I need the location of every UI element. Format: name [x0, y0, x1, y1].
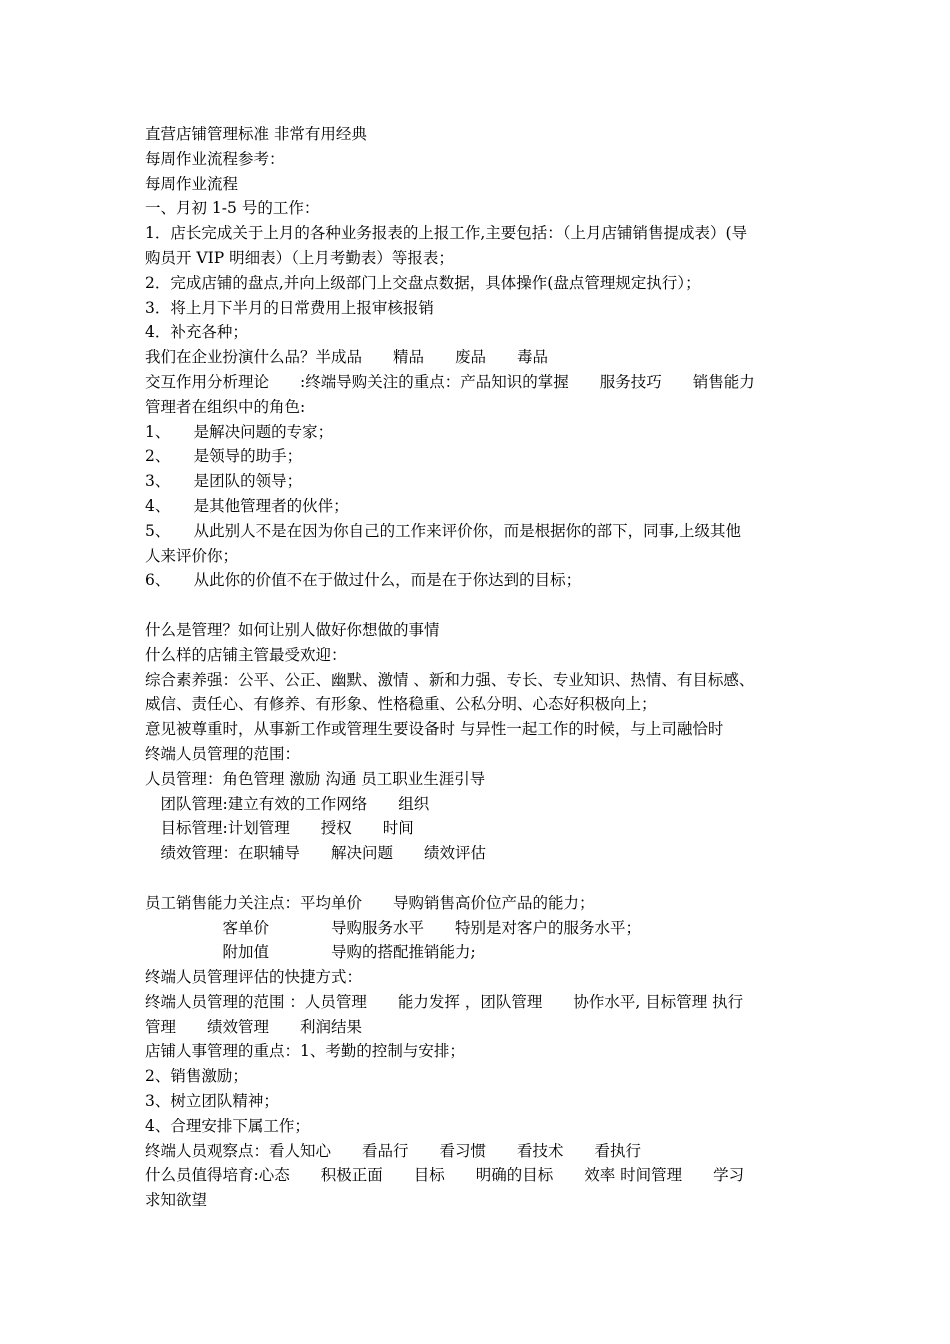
text-line: 求知欲望: [145, 1191, 208, 1210]
text-line: 3、树立团队精神；: [145, 1092, 279, 1111]
text-line: 1．店长完成关于上月的各种业务报表的上报工作,主要包括：（上月店铺销售提成表）(导: [145, 224, 748, 243]
document-body: [145, 122, 810, 1213]
text-line: 意见被尊重时，从事新工作或管理生要设备时 与异性一起工作的时候，与上司融恰时: [145, 720, 724, 739]
text-line: 店铺人事管理的重点：1、考勤的控制与安排；: [145, 1042, 465, 1061]
blank-line: [145, 593, 810, 618]
text-line: 直营店铺管理标准 非常有用经典: [145, 125, 367, 143]
text-line: 综合素养强：公平、公正、幽默、激情 、新和力强、专长、专业知识、热情、有目标感、: [145, 670, 755, 689]
text-line: 我们在企业扮演什么品？半成品 精品 废品 毒品: [145, 348, 549, 367]
text-line: 什么员值得培育:心态 积极正面 目标 明确的目标 效率 时间管理 学习: [145, 1166, 745, 1185]
text-line: 3、 是团队的领导；: [145, 472, 303, 491]
text-line: 管理者在组织中的角色:: [145, 397, 306, 416]
text-line: 4、 是其他管理者的伙伴；: [145, 496, 349, 515]
text-line: 终端人员管理评估的快捷方式：: [145, 968, 363, 987]
text-line: 4．补充各种；: [145, 323, 248, 342]
text-line: 什么是管理？如何让别人做好你想做的事情: [145, 620, 440, 639]
text-line: 6、 从此你的价值不在于做过什么，而是在于你达到的目标；: [145, 571, 582, 590]
text-line: 终端人员管理的范围 ：人员管理 能力发挥 ，团队管理 协作水平, 目标管理 执行: [145, 992, 744, 1011]
text-line: 一、月初 1-5 号的工作：: [145, 199, 320, 218]
text-line: 威信、责任心、有修养、有形象、性格稳重、公私分明、心态好积极向上；: [145, 695, 657, 714]
text-line: 4、合理安排下属工作；: [145, 1116, 310, 1135]
text-line: 附加值 导购的搭配推销能力;: [145, 943, 476, 962]
text-line: 每周作业流程参考：: [145, 149, 285, 168]
text-line: 人员管理：角色管理 激励 沟通 员工职业生涯引导: [145, 769, 486, 788]
text-line: 目标管理:计划管理 授权 时间: [145, 819, 414, 838]
text-line: 管理 绩效管理 利润结果: [145, 1017, 363, 1036]
text-line: 2．完成店铺的盘点,并向上级部门上交盘点数据，具体操作(盘点管理规定执行）；: [145, 273, 701, 292]
text-line: 人来评价你；: [145, 546, 239, 565]
text-line: 员工销售能力关注点：平均单价 导购销售高价位产品的能力；: [145, 893, 595, 912]
text-line: 交互作用分析理论 :终端导购关注的重点：产品知识的掌握 服务技巧 销售能力: [145, 372, 755, 391]
text-line: 终端人员管理的范围：: [145, 744, 301, 763]
blank-line: [145, 866, 810, 891]
text-line: 5、 从此别人不是在因为你自己的工作来评价你，而是根据你的部下，同事,上级其他: [145, 521, 742, 540]
text-line: 团队管理:建立有效的工作网络 组织: [145, 794, 430, 813]
text-line: 3．将上月下半月的日常费用上报审核报销: [145, 298, 434, 317]
text-line: 绩效管理：在职辅导 解决问题 绩效评估: [145, 844, 487, 863]
text-line: 购员开 VIP 明细表）（上月考勤表）等报表；: [145, 248, 454, 267]
text-line: 什么样的店铺主管最受欢迎：: [145, 645, 347, 664]
text-line: 1、 是解决问题的专家；: [145, 422, 334, 441]
text-line: 终端人员观察点：看人知心 看品行 看习惯 看技术 看执行: [145, 1141, 642, 1160]
text-line: 每周作业流程: [145, 174, 239, 193]
text-line: 2、销售激励；: [145, 1067, 248, 1086]
text-line: 客单价 导购服务水平 特别是对客户的服务水平；: [145, 918, 642, 937]
text-line: 2、 是领导的助手；: [145, 447, 303, 466]
